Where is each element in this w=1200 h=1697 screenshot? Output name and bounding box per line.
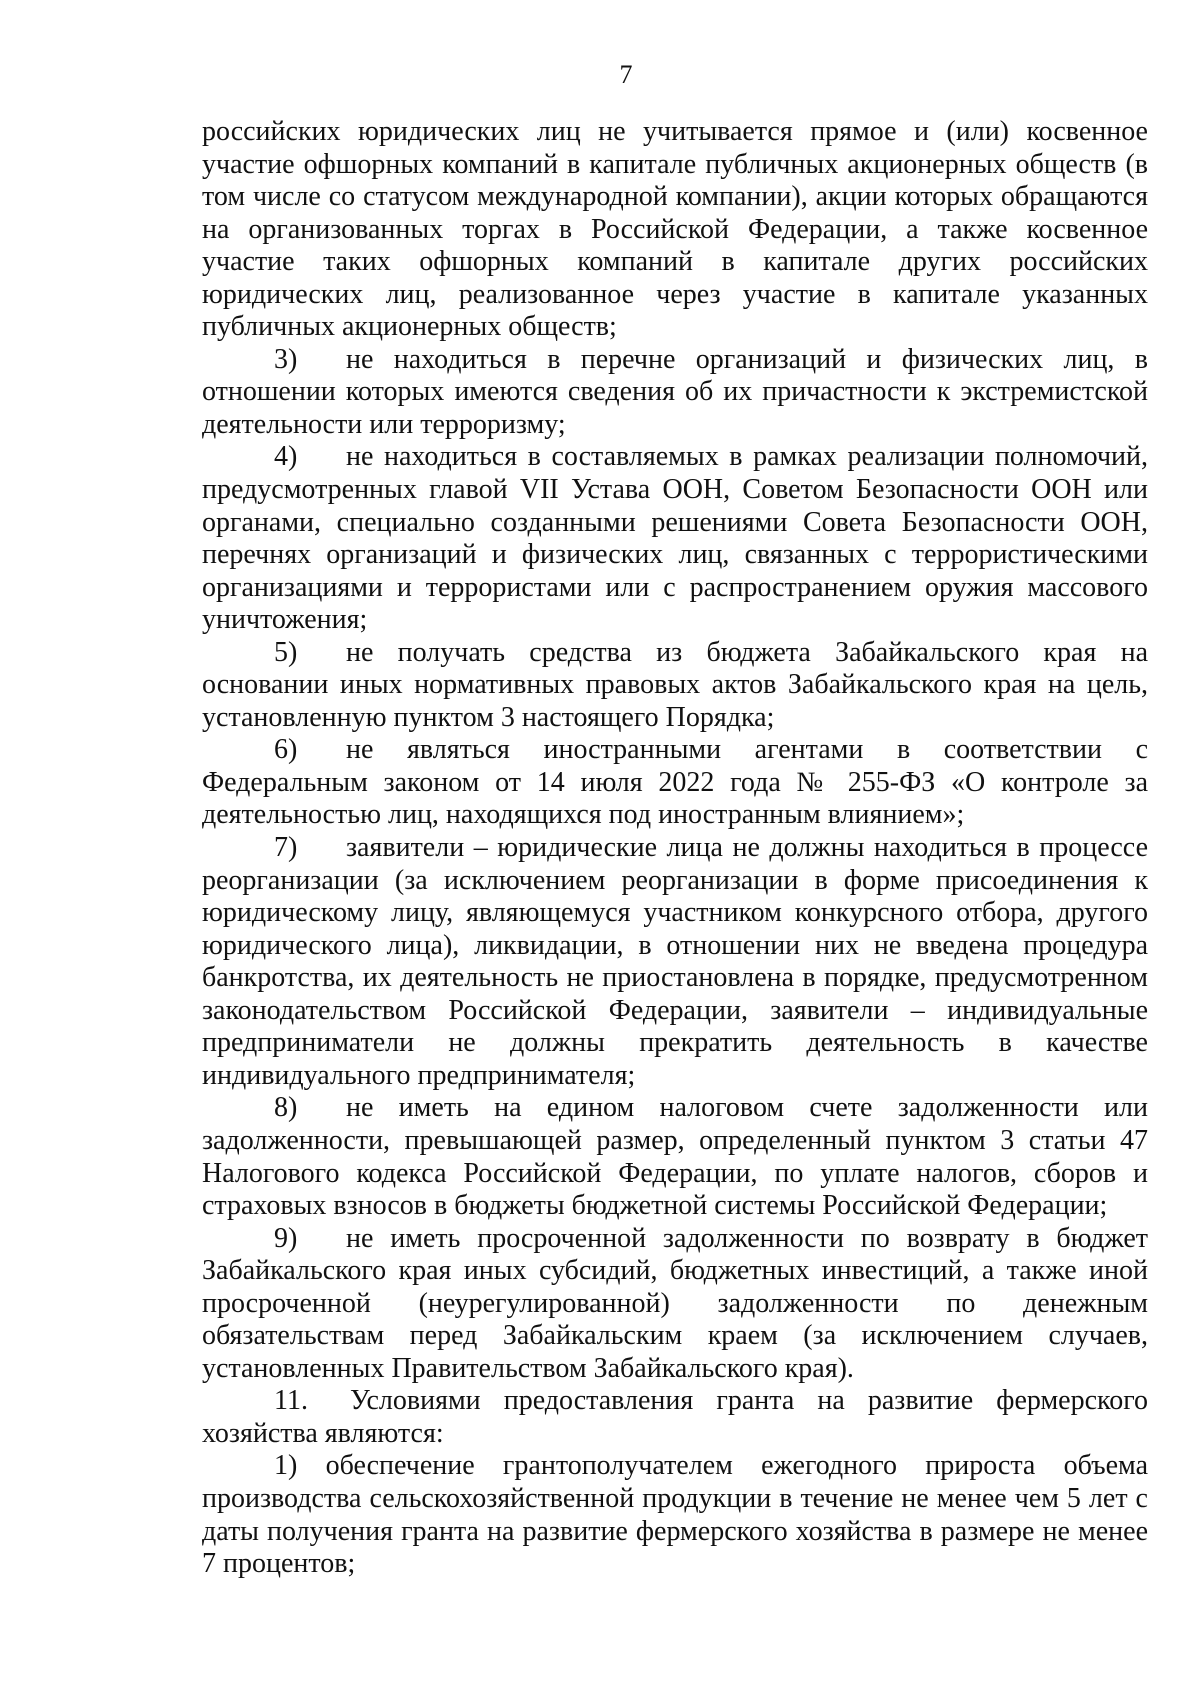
list-item-5: [202, 637, 1148, 735]
paragraph-continuation: [202, 116, 1148, 344]
paragraph-text: не находиться в составляемых в рамках реализации полномочий, предусмотренных главой VII Устава ООН, Советом Безопасности ООН или органами, специально созданными решениями Совета Безопасности ООН, перечнях организаций и физических лиц, связанных с террористическими организациями и террористами или с распространением оружия массового уничтожения;: [202, 441, 1148, 636]
section-marker: 11.: [274, 1385, 308, 1417]
paragraph-text: не являться иностранными агентами в соответствии с Федеральным законом от 14 июля 2022 года № 255-ФЗ «О контроле за деятельностью лиц, находящихся под иностранным влиянием»;: [202, 734, 1148, 831]
list-item-9: [202, 1223, 1148, 1386]
list-marker: 4): [274, 441, 298, 473]
list-marker: 5): [274, 636, 298, 668]
list-item-6: [202, 734, 1148, 832]
list-item-8: [202, 1092, 1148, 1222]
document-body: [202, 116, 1148, 1581]
list-marker: 9): [274, 1222, 298, 1254]
page-number: 7: [619, 60, 633, 89]
list-marker: 8): [274, 1092, 298, 1124]
paragraph-text: не находиться в перечне организаций и физических лиц, в отношении которых имеются сведения об их причастности к экстремистской деятельности или терроризму;: [202, 343, 1148, 440]
list-item-1: [202, 1450, 1148, 1580]
paragraph-text: заявители – юридические лица не должны находиться в процессе реорганизации (за исключением реорганизации в форме присоединения к юридическому лицу, являющемуся участником конкурсного отбора, другого юридического лица), ликвидации, в отношении них не введена процедура банкротства, их деятельность не приостановлена в порядке, предусмотренном законодательством Российской Федерации, заявители – индивидуальные предприниматели не должны прекратить деятельность в качестве индивидуального предпринимателя;: [202, 832, 1148, 1091]
paragraph-text: не иметь на едином налоговом счете задолженности или задолженности, превышающей размер, определенный пунктом 3 статьи 47 Налогового кодекса Российской Федерации, по уплате налогов, сборов и страховых взносов в бюджеты бюджетной системы Российской Федерации;: [202, 1092, 1148, 1222]
list-item-7: [202, 832, 1148, 1092]
list-marker: 7): [274, 832, 298, 864]
list-item-4: [202, 441, 1148, 636]
paragraph-text: не получать средства из бюджета Забайкальского края на основании иных нормативных правовых актов Забайкальского края на цель, установленную пунктом 3 настоящего Порядка;: [202, 636, 1148, 733]
list-marker: 6): [274, 734, 298, 766]
paragraph-text: обеспечение грантополучателем ежегодного прироста объема производства сельскохозяйственной продукции в течение не менее чем 5 лет с даты получения гранта на развитие фермерского хозяйства в размере не менее 7 процентов;: [202, 1450, 1149, 1580]
list-marker: 1): [274, 1450, 298, 1482]
section-11: [202, 1385, 1148, 1450]
list-item-3: [202, 344, 1148, 442]
paragraph-text: Условиями предоставления гранта на развитие фермерского хозяйства являются:: [202, 1385, 1148, 1449]
paragraph-text: российских юридических лиц не учитывается прямое и (или) косвенное участие офшорных компаний в капитале публичных акционерных обществ (в том числе со статусом международной компании), акции которых обращаются на организованных торгах в Российской Федерации, а также косвенное участие таких офшорных компаний в капитале других российских юридических лиц, реализованное через участие в капитале указанных публичных акционерных обществ;: [202, 116, 1148, 343]
list-marker: 3): [274, 343, 298, 375]
paragraph-text: не иметь просроченной задолженности по возврату в бюджет Забайкальского края иных субсидий, бюджетных инвестиций, а также иной просроченной (неурегулированной) задолженности по денежным обязательствам перед Забайкальским краем (за исключением случаев, установленных Правительством Забайкальского края).: [202, 1222, 1148, 1384]
